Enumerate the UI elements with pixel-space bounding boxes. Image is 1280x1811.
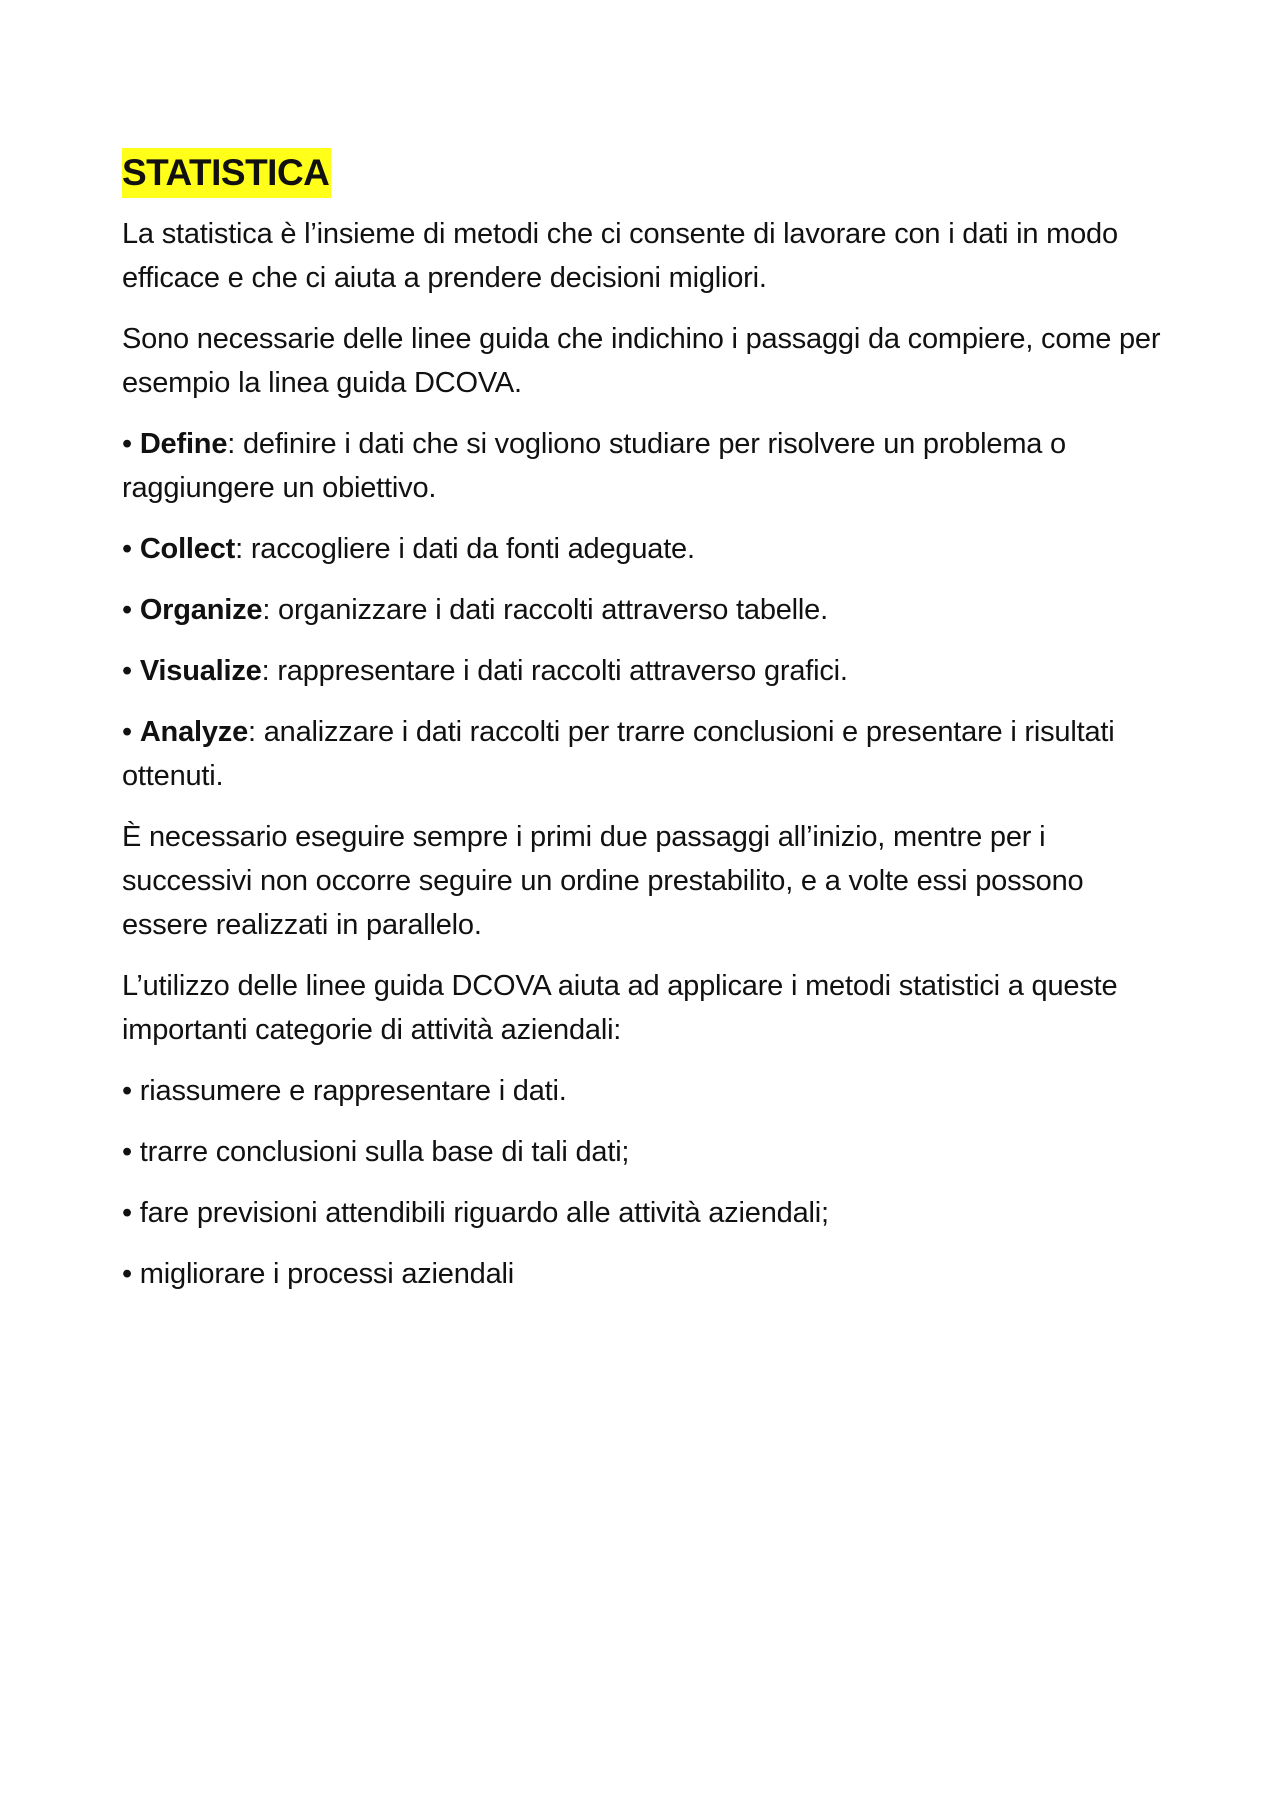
dcova-step-organize: [122, 588, 1162, 632]
step-term: Define: [139, 428, 228, 460]
usage-intro-paragraph: L’utilizzo delle linee guida DCOVA aiuta ad applicare i metodi statistici a queste importanti categorie di attività aziendali:: [122, 970, 1118, 1046]
dcova-step-analyze: [122, 710, 1162, 798]
document-page: [122, 148, 1162, 1313]
bullet-glyph: •: [122, 655, 132, 687]
bullet-glyph: •: [122, 594, 132, 626]
step-description: : rappresentare i dati raccolti attraverso grafici.: [261, 655, 848, 687]
guidelines-intro-paragraph: Sono necessarie delle linee guida che indichino i passaggi da compiere, come per esempio la linea guida DCOVA.: [122, 323, 1161, 399]
step-term: Analyze: [139, 716, 249, 748]
document-title: STATISTICA: [122, 148, 331, 198]
bullet-glyph: •: [122, 428, 132, 460]
activity-item: • fare previsioni attendibili riguardo alle attività aziendali;: [122, 1197, 829, 1229]
intro-paragraph: La statistica è l’insieme di metodi che ci consente di lavorare con i dati in modo efficace e che ci aiuta a prendere decisioni migliori.: [122, 218, 1118, 294]
step-term: Visualize: [139, 655, 262, 687]
activity-item: • migliorare i processi aziendali: [122, 1258, 514, 1290]
activity-item: • trarre conclusioni sulla base di tali dati;: [122, 1136, 630, 1168]
step-description: : raccogliere i dati da fonti adeguate.: [235, 533, 695, 565]
step-description: : analizzare i dati raccolti per trarre conclusioni e presentare i risultati ottenuti.: [122, 716, 1115, 792]
step-term: Organize: [139, 594, 263, 626]
dcova-step-visualize: [122, 649, 1162, 693]
dcova-step-define: [122, 422, 1162, 510]
bullet-glyph: •: [122, 716, 132, 748]
step-description: : organizzare i dati raccolti attraverso tabelle.: [262, 594, 828, 626]
dcova-step-collect: [122, 527, 1162, 571]
bullet-glyph: •: [122, 533, 132, 565]
step-term: Collect: [139, 533, 236, 565]
step-description: : definire i dati che si vogliono studiare per risolvere un problema o raggiungere un obiettivo.: [122, 428, 1066, 504]
activity-item: • riassumere e rappresentare i dati.: [122, 1075, 567, 1107]
order-note-paragraph: È necessario eseguire sempre i primi due passaggi all’inizio, mentre per i successivi non occorre seguire un ordine prestabilito, e a volte essi possono essere realizzati in parallelo.: [122, 821, 1084, 941]
